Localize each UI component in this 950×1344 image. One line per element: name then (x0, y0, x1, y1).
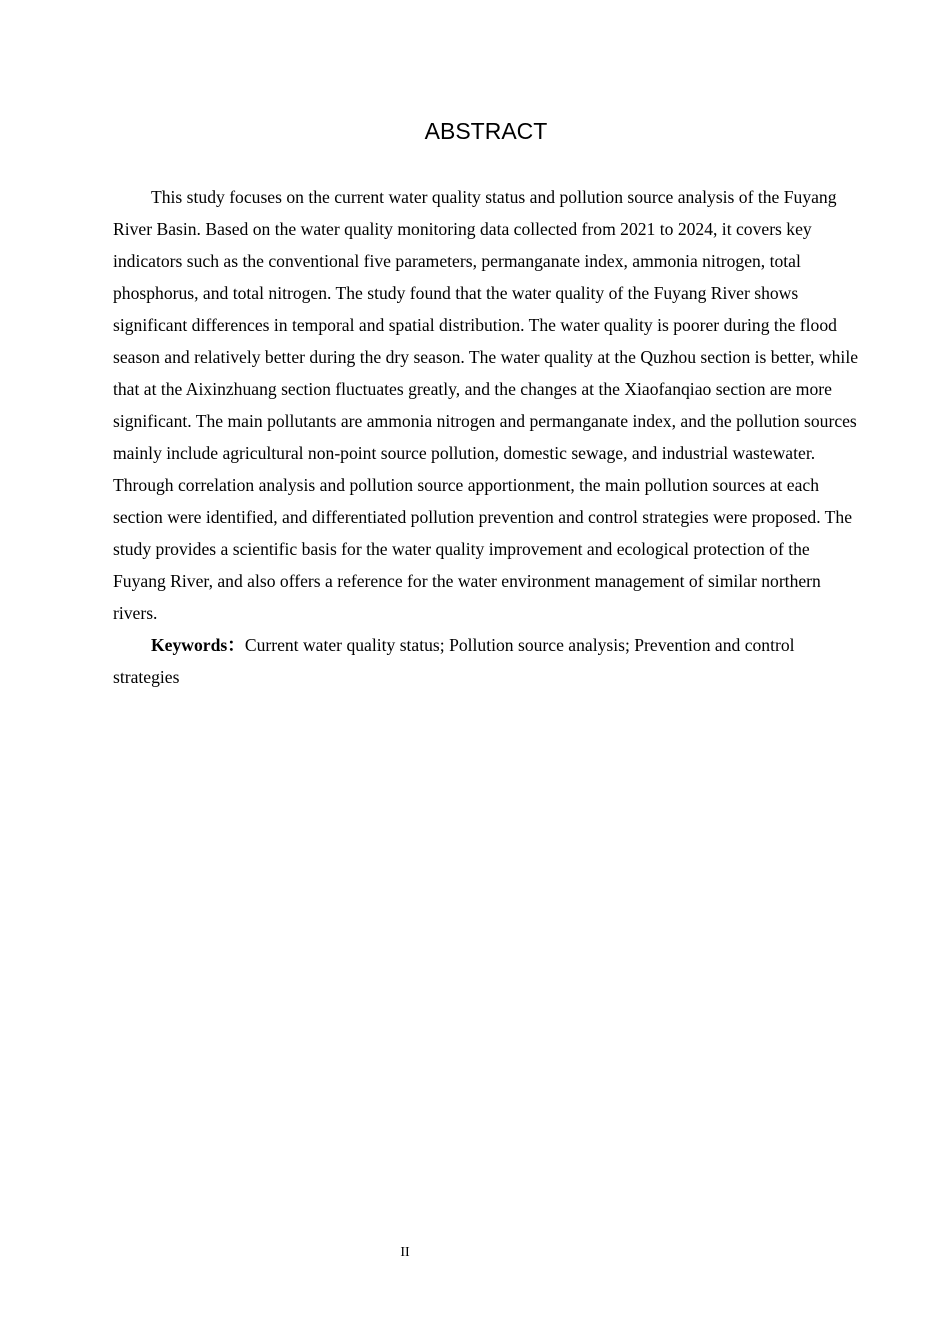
abstract-paragraph: This study focuses on the current water quality status and pollution source analysis of the Fuyang River Basin. Based on the water quality monitoring data collected from 2021 to 2024, it covers key indicators such as the conventional five parameters, permanganate index, ammonia nitrogen, total phosphorus, and total nitrogen. The study found that the water quality of the Fuyang River shows significant differences in temporal and spatial distribution. The water quality is poorer during the flood season and relatively better during the dry season. The water quality at the Quzhou section is better, while that at the Aixinzhuang section fluctuates greatly, and the changes at the Xiaofanqiao section are more significant. The main pollutants are ammonia nitrogen and permanganate index, and the pollution sources mainly include agricultural non-point source pollution, domestic sewage, and industrial wastewater. Through correlation analysis and pollution source apportionment, the main pollution sources at each section were identified, and differentiated pollution prevention and control strategies were proposed. The study provides a scientific basis for the water quality improvement and ecological protection of the Fuyang River, and also offers a reference for the water environment management of similar northern rivers. (113, 187, 859, 623)
keywords-text: Current water quality status; Pollution source analysis; Prevention and control strategies (113, 635, 795, 687)
keywords-paragraph (113, 629, 859, 693)
abstract-body (113, 181, 859, 693)
page-number: II (400, 1245, 410, 1260)
keywords-label: Keywords： (151, 635, 245, 655)
abstract-title: ABSTRACT (424, 118, 548, 144)
